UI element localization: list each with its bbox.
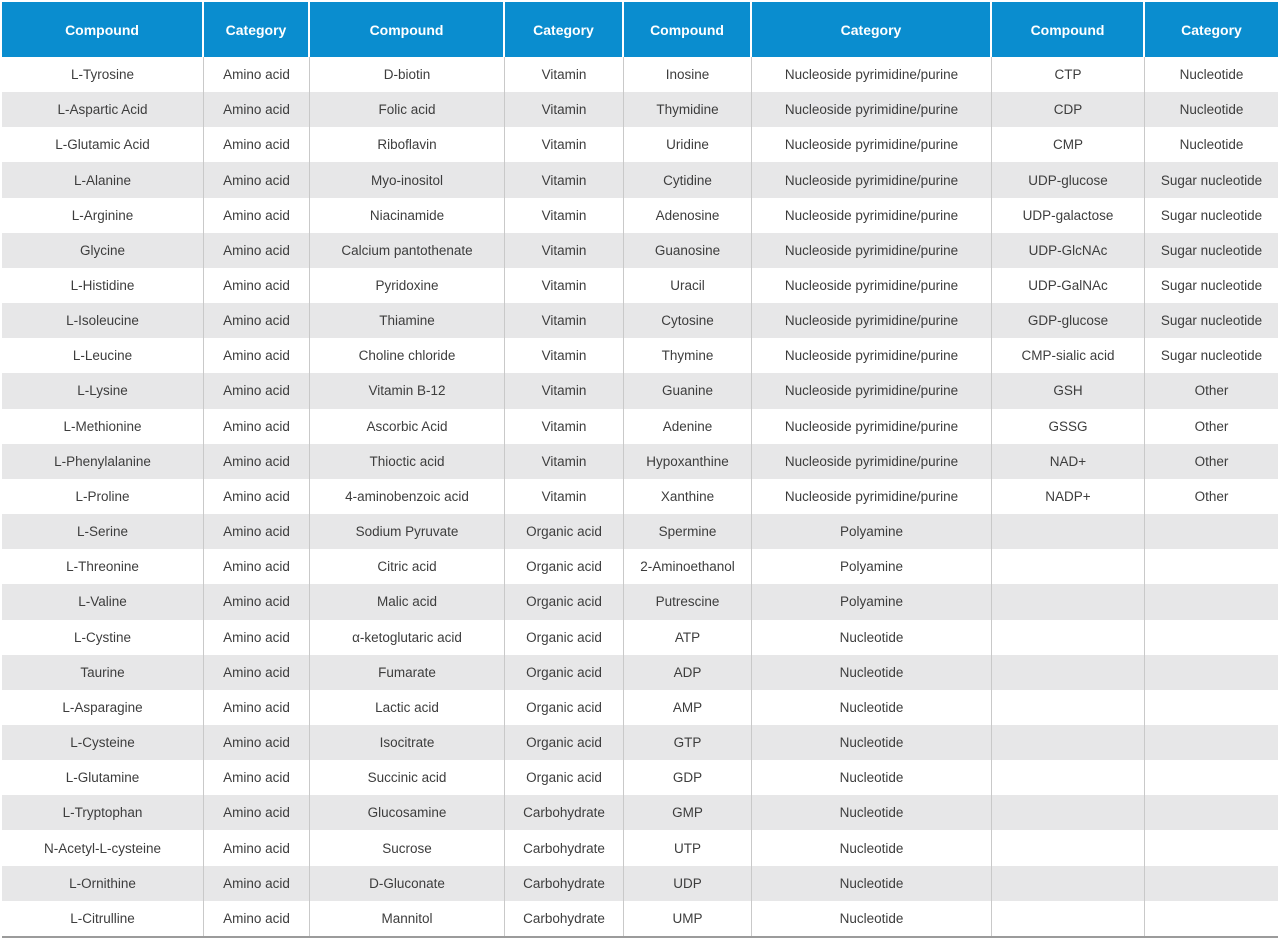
table-row <box>2 690 1278 725</box>
compound-cell: Glucosamine <box>310 795 505 830</box>
compound-cell: L-Cystine <box>2 620 204 655</box>
compound-cell: L-Citrulline <box>2 901 204 936</box>
compound-cell: L-Alanine <box>2 162 204 197</box>
compound-cell: NAD+ <box>992 444 1145 479</box>
compound-cell: Citric acid <box>310 549 505 584</box>
table-row <box>2 162 1278 197</box>
category-cell <box>1145 901 1278 936</box>
compound-cell <box>992 514 1145 549</box>
compound-cell: NADP+ <box>992 479 1145 514</box>
category-cell <box>1145 866 1278 901</box>
compound-cell: L-Asparagine <box>2 690 204 725</box>
compound-cell: Thioctic acid <box>310 444 505 479</box>
category-cell: Organic acid <box>505 690 624 725</box>
category-cell: Polyamine <box>752 549 992 584</box>
category-cell: Vitamin <box>505 92 624 127</box>
table-row <box>2 338 1278 373</box>
table-row <box>2 655 1278 690</box>
category-cell: Polyamine <box>752 514 992 549</box>
compound-cell: 4-aminobenzoic acid <box>310 479 505 514</box>
compound-cell <box>992 584 1145 619</box>
category-cell: Nucleotide <box>1145 127 1278 162</box>
category-cell: Other <box>1145 479 1278 514</box>
category-cell: Nucleoside pyrimidine/purine <box>752 409 992 444</box>
compound-cell: D-Gluconate <box>310 866 505 901</box>
compound-cell: L-Glutamine <box>2 760 204 795</box>
compound-cell: Thymine <box>624 338 752 373</box>
category-cell <box>1145 620 1278 655</box>
compound-cell <box>992 725 1145 760</box>
category-cell: Amino acid <box>204 795 310 830</box>
table-row <box>2 760 1278 795</box>
table-row <box>2 268 1278 303</box>
category-cell: Nucleoside pyrimidine/purine <box>752 303 992 338</box>
category-cell: Organic acid <box>505 584 624 619</box>
compound-table-container <box>2 2 1278 938</box>
category-cell: Nucleotide <box>752 725 992 760</box>
column-header-compound-1: Compound <box>2 2 204 57</box>
category-cell: Sugar nucleotide <box>1145 268 1278 303</box>
category-cell: Sugar nucleotide <box>1145 162 1278 197</box>
category-cell: Nucleotide <box>752 655 992 690</box>
category-cell: Nucleotide <box>752 830 992 865</box>
compound-cell: Malic acid <box>310 584 505 619</box>
category-cell: Vitamin <box>505 303 624 338</box>
category-cell <box>1145 514 1278 549</box>
compound-cell: L-Methionine <box>2 409 204 444</box>
category-cell: Organic acid <box>505 549 624 584</box>
category-cell: Vitamin <box>505 479 624 514</box>
compound-cell: Xanthine <box>624 479 752 514</box>
category-cell: Nucleotide <box>752 901 992 936</box>
compound-cell: UDP-galactose <box>992 198 1145 233</box>
compound-cell: UTP <box>624 830 752 865</box>
compound-cell: Choline chloride <box>310 338 505 373</box>
category-cell: Nucleoside pyrimidine/purine <box>752 127 992 162</box>
category-cell <box>1145 725 1278 760</box>
category-cell: Other <box>1145 444 1278 479</box>
compound-cell: Calcium pantothenate <box>310 233 505 268</box>
table-row <box>2 233 1278 268</box>
compound-cell: Folic acid <box>310 92 505 127</box>
compound-cell: α-ketoglutaric acid <box>310 620 505 655</box>
category-cell: Carbohydrate <box>505 866 624 901</box>
column-header-category-2: Category <box>505 2 624 57</box>
table-row <box>2 479 1278 514</box>
compound-cell: L-Leucine <box>2 338 204 373</box>
category-cell <box>1145 549 1278 584</box>
compound-cell <box>992 795 1145 830</box>
compound-cell: Thymidine <box>624 92 752 127</box>
compound-cell: Uridine <box>624 127 752 162</box>
category-cell: Amino acid <box>204 725 310 760</box>
category-cell: Organic acid <box>505 620 624 655</box>
category-cell: Amino acid <box>204 690 310 725</box>
category-cell: Amino acid <box>204 57 310 92</box>
category-cell: Nucleoside pyrimidine/purine <box>752 57 992 92</box>
compound-cell: GSH <box>992 373 1145 408</box>
category-cell: Carbohydrate <box>505 830 624 865</box>
category-cell: Nucleoside pyrimidine/purine <box>752 444 992 479</box>
category-cell: Amino acid <box>204 233 310 268</box>
table-row <box>2 409 1278 444</box>
compound-cell: UMP <box>624 901 752 936</box>
category-cell: Nucleoside pyrimidine/purine <box>752 162 992 197</box>
compound-cell: Adenine <box>624 409 752 444</box>
category-cell: Amino acid <box>204 479 310 514</box>
compound-cell: L-Valine <box>2 584 204 619</box>
column-header-compound-3: Compound <box>624 2 752 57</box>
compound-cell: Sodium Pyruvate <box>310 514 505 549</box>
compound-cell: L-Histidine <box>2 268 204 303</box>
compound-cell <box>992 760 1145 795</box>
compound-cell: N-Acetyl-L-cysteine <box>2 830 204 865</box>
category-cell: Amino acid <box>204 830 310 865</box>
category-cell: Vitamin <box>505 198 624 233</box>
table-row <box>2 620 1278 655</box>
table-row <box>2 549 1278 584</box>
compound-cell: L-Phenylalanine <box>2 444 204 479</box>
compound-cell: ATP <box>624 620 752 655</box>
compound-cell: Riboflavin <box>310 127 505 162</box>
category-cell: Vitamin <box>505 373 624 408</box>
table-row <box>2 92 1278 127</box>
category-cell: Polyamine <box>752 584 992 619</box>
compound-cell: Spermine <box>624 514 752 549</box>
compound-cell <box>992 690 1145 725</box>
header-row <box>2 2 1278 57</box>
category-cell: Nucleoside pyrimidine/purine <box>752 92 992 127</box>
category-cell: Amino acid <box>204 584 310 619</box>
compound-cell: L-Cysteine <box>2 725 204 760</box>
compound-cell: Cytidine <box>624 162 752 197</box>
compound-cell: Mannitol <box>310 901 505 936</box>
compound-cell: CMP <box>992 127 1145 162</box>
compound-cell: Vitamin B-12 <box>310 373 505 408</box>
compound-cell: Fumarate <box>310 655 505 690</box>
category-cell: Vitamin <box>505 57 624 92</box>
table-row <box>2 866 1278 901</box>
compound-cell: L-Ornithine <box>2 866 204 901</box>
compound-cell <box>992 901 1145 936</box>
compound-cell: Myo-inositol <box>310 162 505 197</box>
table-row <box>2 444 1278 479</box>
compound-cell: CTP <box>992 57 1145 92</box>
category-cell: Nucleotide <box>752 690 992 725</box>
compound-cell: D-biotin <box>310 57 505 92</box>
category-cell: Vitamin <box>505 268 624 303</box>
compound-cell: Taurine <box>2 655 204 690</box>
category-cell <box>1145 584 1278 619</box>
table-row <box>2 584 1278 619</box>
compound-cell: ADP <box>624 655 752 690</box>
category-cell: Organic acid <box>505 725 624 760</box>
column-header-category-3: Category <box>752 2 992 57</box>
compound-cell: CDP <box>992 92 1145 127</box>
category-cell: Sugar nucleotide <box>1145 198 1278 233</box>
compound-cell: Putrescine <box>624 584 752 619</box>
category-cell: Carbohydrate <box>505 901 624 936</box>
column-header-compound-4: Compound <box>992 2 1145 57</box>
compound-cell: Thiamine <box>310 303 505 338</box>
compound-cell: GDP-glucose <box>992 303 1145 338</box>
table-row <box>2 901 1278 936</box>
compound-cell: UDP-GalNAc <box>992 268 1145 303</box>
category-cell: Amino acid <box>204 514 310 549</box>
category-cell: Vitamin <box>505 233 624 268</box>
column-header-category-1: Category <box>204 2 310 57</box>
table-row <box>2 127 1278 162</box>
compound-cell: Ascorbic Acid <box>310 409 505 444</box>
compound-cell: Pyridoxine <box>310 268 505 303</box>
category-cell: Amino acid <box>204 338 310 373</box>
category-cell: Sugar nucleotide <box>1145 338 1278 373</box>
category-cell: Amino acid <box>204 127 310 162</box>
table-row <box>2 725 1278 760</box>
category-cell: Vitamin <box>505 162 624 197</box>
category-cell: Nucleotide <box>752 760 992 795</box>
category-cell: Sugar nucleotide <box>1145 303 1278 338</box>
category-cell: Amino acid <box>204 901 310 936</box>
compound-cell: UDP-glucose <box>992 162 1145 197</box>
category-cell: Amino acid <box>204 620 310 655</box>
category-cell: Amino acid <box>204 760 310 795</box>
compound-cell <box>992 620 1145 655</box>
category-cell: Nucleotide <box>752 795 992 830</box>
compound-cell: UDP <box>624 866 752 901</box>
compound-cell: 2-Aminoethanol <box>624 549 752 584</box>
category-cell: Organic acid <box>505 760 624 795</box>
category-cell: Vitamin <box>505 409 624 444</box>
category-cell: Amino acid <box>204 549 310 584</box>
compound-cell: Hypoxanthine <box>624 444 752 479</box>
table-row <box>2 198 1278 233</box>
compound-cell: L-Glutamic Acid <box>2 127 204 162</box>
category-cell: Nucleoside pyrimidine/purine <box>752 338 992 373</box>
compound-cell: Inosine <box>624 57 752 92</box>
table-row <box>2 795 1278 830</box>
category-cell <box>1145 690 1278 725</box>
compound-cell: Isocitrate <box>310 725 505 760</box>
category-cell: Vitamin <box>505 444 624 479</box>
category-cell: Amino acid <box>204 866 310 901</box>
category-cell: Organic acid <box>505 514 624 549</box>
compound-cell: Guanosine <box>624 233 752 268</box>
compound-cell: L-Aspartic Acid <box>2 92 204 127</box>
category-cell: Nucleotide <box>1145 57 1278 92</box>
category-cell: Nucleoside pyrimidine/purine <box>752 373 992 408</box>
category-cell: Nucleoside pyrimidine/purine <box>752 268 992 303</box>
compound-cell <box>992 549 1145 584</box>
category-cell: Organic acid <box>505 655 624 690</box>
category-cell: Other <box>1145 373 1278 408</box>
category-cell <box>1145 795 1278 830</box>
category-cell: Amino acid <box>204 303 310 338</box>
compound-cell: Niacinamide <box>310 198 505 233</box>
category-cell: Nucleotide <box>752 620 992 655</box>
compound-cell: GMP <box>624 795 752 830</box>
compound-cell: L-Isoleucine <box>2 303 204 338</box>
category-cell: Nucleoside pyrimidine/purine <box>752 233 992 268</box>
category-cell: Amino acid <box>204 655 310 690</box>
compound-cell: Succinic acid <box>310 760 505 795</box>
category-cell: Amino acid <box>204 444 310 479</box>
category-cell: Other <box>1145 409 1278 444</box>
compound-category-table <box>2 2 1278 938</box>
category-cell: Nucleotide <box>752 866 992 901</box>
category-cell <box>1145 830 1278 865</box>
category-cell: Amino acid <box>204 162 310 197</box>
compound-cell: Guanine <box>624 373 752 408</box>
compound-cell: UDP-GlcNAc <box>992 233 1145 268</box>
compound-cell: CMP-sialic acid <box>992 338 1145 373</box>
compound-cell: GDP <box>624 760 752 795</box>
category-cell: Sugar nucleotide <box>1145 233 1278 268</box>
category-cell: Amino acid <box>204 373 310 408</box>
compound-cell: L-Threonine <box>2 549 204 584</box>
column-header-category-4: Category <box>1145 2 1278 57</box>
category-cell <box>1145 760 1278 795</box>
column-header-compound-2: Compound <box>310 2 505 57</box>
compound-cell: Uracil <box>624 268 752 303</box>
compound-cell: L-Arginine <box>2 198 204 233</box>
category-cell: Vitamin <box>505 338 624 373</box>
compound-cell: Sucrose <box>310 830 505 865</box>
category-cell: Vitamin <box>505 127 624 162</box>
compound-cell: Lactic acid <box>310 690 505 725</box>
compound-cell: GTP <box>624 725 752 760</box>
compound-cell: Cytosine <box>624 303 752 338</box>
compound-cell: L-Lysine <box>2 373 204 408</box>
category-cell: Carbohydrate <box>505 795 624 830</box>
table-header <box>2 2 1278 57</box>
category-cell: Nucleoside pyrimidine/purine <box>752 198 992 233</box>
category-cell: Amino acid <box>204 409 310 444</box>
compound-cell: GSSG <box>992 409 1145 444</box>
category-cell: Amino acid <box>204 268 310 303</box>
compound-cell <box>992 866 1145 901</box>
category-cell: Amino acid <box>204 92 310 127</box>
compound-cell: Adenosine <box>624 198 752 233</box>
compound-cell: L-Tryptophan <box>2 795 204 830</box>
table-row <box>2 373 1278 408</box>
table-row <box>2 830 1278 865</box>
table-row <box>2 514 1278 549</box>
category-cell: Nucleotide <box>1145 92 1278 127</box>
table-row <box>2 303 1278 338</box>
compound-cell: L-Serine <box>2 514 204 549</box>
compound-cell: L-Proline <box>2 479 204 514</box>
compound-cell: AMP <box>624 690 752 725</box>
table-body <box>2 57 1278 936</box>
table-row <box>2 57 1278 92</box>
compound-cell <box>992 655 1145 690</box>
compound-cell: Glycine <box>2 233 204 268</box>
compound-cell <box>992 830 1145 865</box>
category-cell: Amino acid <box>204 198 310 233</box>
compound-cell: L-Tyrosine <box>2 57 204 92</box>
category-cell: Nucleoside pyrimidine/purine <box>752 479 992 514</box>
category-cell <box>1145 655 1278 690</box>
